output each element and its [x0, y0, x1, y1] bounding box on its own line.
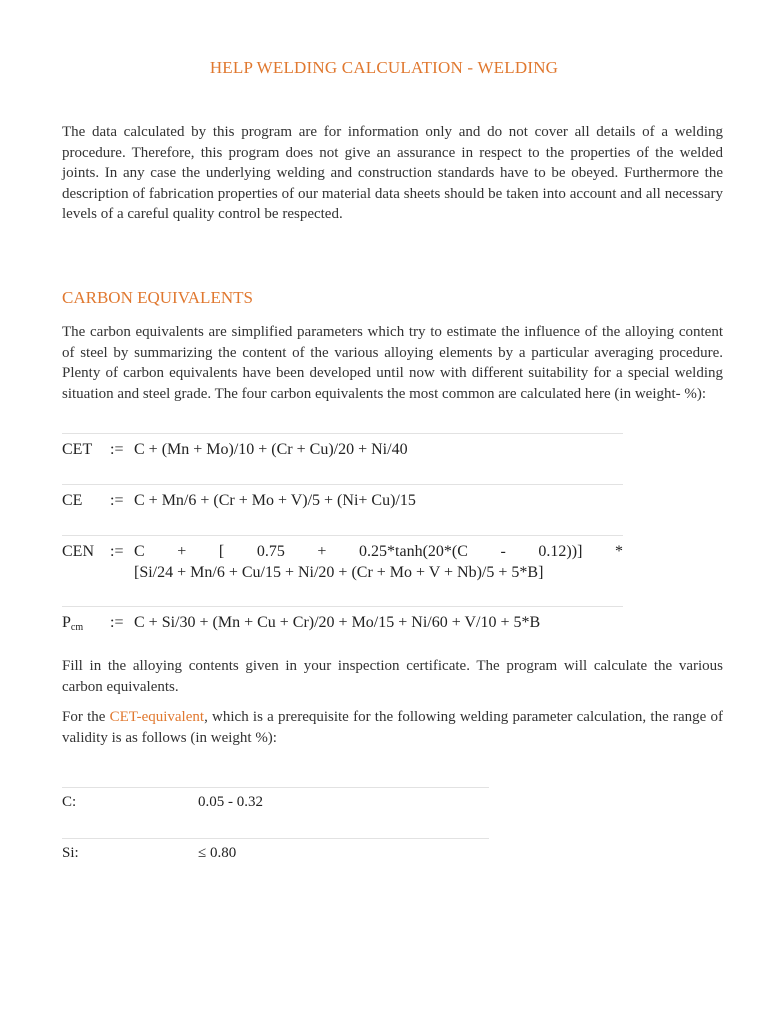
range-value: 0.05 - 0.32: [198, 794, 263, 810]
formula-token: +: [317, 543, 327, 560]
divider: [62, 787, 489, 788]
section-heading: CARBON EQUIVALENTS: [62, 288, 253, 307]
formula-symbol: CET: [62, 441, 93, 458]
formula-symbol: CEN: [62, 543, 94, 560]
formula-token: +: [177, 543, 187, 560]
formula-token: 0.75: [256, 543, 285, 560]
validity-suffix: , which is a prerequisite for the following welding parameter calculation, the range of validity is as follows (in weight %):: [62, 709, 723, 746]
validity-paragraph: [62, 707, 723, 748]
formula-token: [: [218, 543, 225, 560]
divider: [62, 838, 489, 839]
formula-operator: :=: [110, 441, 124, 458]
cet-equivalent-link[interactable]: CET-equivalent: [109, 709, 205, 725]
range-element: Si:: [62, 845, 79, 861]
formula-token: C: [134, 543, 145, 560]
formula-token: 0.25*tanh(20*(C: [359, 543, 468, 560]
formula-symbol-main: P: [62, 614, 71, 631]
carbon-equivalents-description: The carbon equivalents are simplified parameters which try to estimate the influence of the alloying content of steel by summarizing the content of the various alloying elements by a particular averaging procedure. Plenty of carbon equivalents have been developed until now with different suitability for a special welding situation and steel grade. The four carbon equivalents the most common are calculated here (in weight- %):: [62, 324, 723, 402]
formula-symbol-subscript: cm: [70, 622, 84, 633]
divider: [62, 484, 623, 485]
formula-token: *: [615, 543, 623, 560]
validity-prefix: For the: [62, 709, 110, 725]
formula-symbol: CE: [62, 492, 83, 509]
formula-operator: :=: [110, 614, 124, 631]
formula-symbol: [62, 612, 83, 635]
formula-operator: :=: [110, 492, 124, 509]
divider: [62, 535, 623, 536]
page-title: HELP WELDING CALCULATION - WELDING: [209, 58, 559, 77]
instruction-paragraph: Fill in the alloying contents given in your inspection certificate. The program will calculate the various carbon equivalents.: [62, 658, 723, 695]
formula-expression-line2: [Si/24 + Mn/6 + Cu/15 + Ni/20 + (Cr + Mo + V + Nb)/5 + 5*B]: [134, 564, 544, 581]
formula-token: -: [500, 543, 506, 560]
formula-operator: :=: [110, 543, 124, 560]
formula-token: 0.12))]: [538, 543, 583, 560]
formula-expression: C + Mn/6 + (Cr + Mo + V)/5 + (Ni+ Cu)/15: [134, 492, 416, 509]
formula-expression: C + Si/30 + (Mn + Cu + Cr)/20 + Mo/15 + Ni/60 + V/10 + 5*B: [134, 614, 541, 631]
formula-expression: C + (Mn + Mo)/10 + (Cr + Cu)/20 + Ni/40: [134, 441, 408, 458]
divider: [62, 433, 623, 434]
divider: [62, 606, 623, 607]
disclaimer-paragraph: The data calculated by this program are for information only and do not cover all details of a welding procedure. Therefore, this program does not give an assurance in respect to the properties of the welded joints. In any case the underlying welding and construction standards have to be obeyed. Furthermore the description of fabrication properties of our material data sheets should be taken into account and all necessary levels of a careful quality control be respected.: [62, 124, 723, 222]
formula-expression-line1: [134, 541, 623, 562]
range-element: C:: [62, 794, 77, 810]
range-value: ≤ 0.80: [198, 845, 237, 861]
